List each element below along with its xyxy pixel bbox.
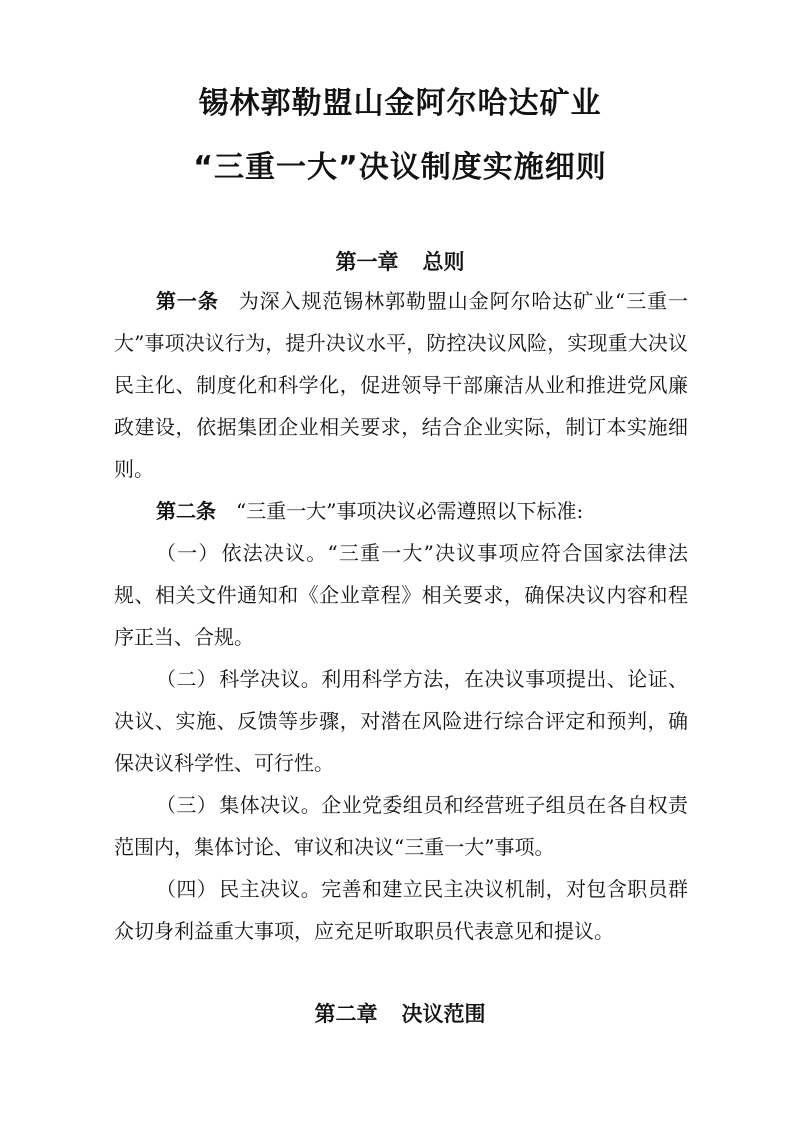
chapter-label: 第一章 <box>335 250 399 274</box>
item-label: （二） <box>156 667 218 691</box>
item-text: 依法决议。“三重一大”决议事项应符合国家法律法规、相关文件通知和《企业章程》相关要求，确保决议内容和程序正当、合规。 <box>114 541 688 649</box>
article-text: “三重一大”事项决议必需遵照以下标准: <box>236 499 584 523</box>
item-label: （三） <box>156 793 218 817</box>
chapter-heading <box>0 246 800 276</box>
document-title-line1: 锡林郭勒盟山金阿尔哈达矿业 <box>198 86 602 121</box>
item-text: 科学决议。利用科学方法，在决议事项提出、论证、决议、实施、反馈等步骤，对潜在风险进行综合评定和预判，确保决议科学性、可行性。 <box>114 667 689 775</box>
chapter-heading <box>0 998 800 1028</box>
item-label: （一） <box>156 541 220 565</box>
list-item <box>114 532 688 658</box>
document-body <box>114 280 688 952</box>
article-label: 第二条 <box>156 499 216 523</box>
chapter-name: 总则 <box>422 250 465 274</box>
article-text: 为深入规范锡林郭勒盟山金阿尔哈达矿业“三重一大”事项决议行为，提升决议水平，防控决议风险，实现重大决议民主化、制度化和科学化，促进领导干部廉洁从业和推进党风廉政建设，依据集团企业相关要求，结合企业实际，制订本实施细则。 <box>114 289 689 481</box>
chapter-label: 第二章 <box>314 1002 378 1026</box>
list-item <box>114 784 688 868</box>
article-paragraph <box>114 280 688 490</box>
document-title-line2: “三重一大”决议制度实施细则 <box>193 150 607 185</box>
chapter-name: 决议范围 <box>401 1002 486 1026</box>
article-paragraph <box>114 490 688 532</box>
article-label: 第一条 <box>156 289 219 313</box>
list-item <box>114 658 688 784</box>
item-text: 集体决议。企业党委组员和经营班子组员在各自权责范围内，集体讨论、审议和决议“三重一大”事项。 <box>114 793 689 859</box>
item-label: （四） <box>156 877 218 901</box>
list-item <box>114 868 688 952</box>
item-text: 民主决议。完善和建立民主决议机制，对包含职员群众切身利益重大事项，应充足听取职员代表意见和提议。 <box>114 877 689 943</box>
